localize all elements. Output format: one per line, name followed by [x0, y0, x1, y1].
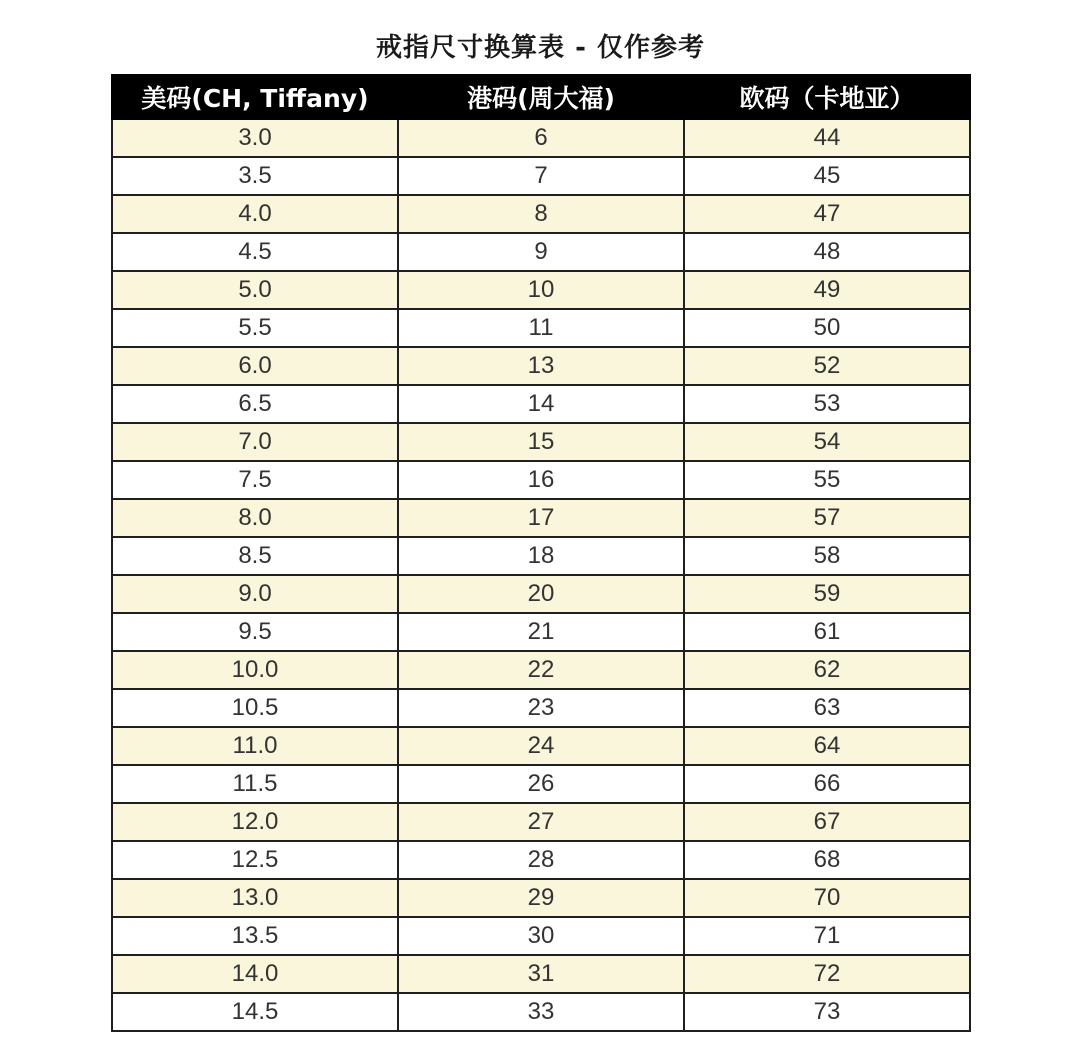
us-size-cell: 7.5: [112, 461, 398, 499]
us-size-cell: 8.5: [112, 537, 398, 575]
hk-size-cell: 29: [398, 879, 684, 917]
hk-size-cell: 33: [398, 993, 684, 1031]
hk-size-cell: 20: [398, 575, 684, 613]
us-size-cell: 7.0: [112, 423, 398, 461]
table-row: [112, 309, 970, 347]
table-row: [112, 195, 970, 233]
table-row: [112, 993, 970, 1031]
eu-size-cell: 67: [684, 803, 970, 841]
hk-size-cell: 27: [398, 803, 684, 841]
table-row: [112, 613, 970, 651]
table-row: [112, 271, 970, 309]
table-row: [112, 689, 970, 727]
hk-size-cell: 31: [398, 955, 684, 993]
hk-size-cell: 28: [398, 841, 684, 879]
table-row: [112, 841, 970, 879]
header-hk-size: 港码(周大福): [398, 75, 684, 119]
eu-size-cell: 54: [684, 423, 970, 461]
hk-size-cell: 10: [398, 271, 684, 309]
table-row: [112, 157, 970, 195]
hk-size-cell: 21: [398, 613, 684, 651]
hk-size-cell: 24: [398, 727, 684, 765]
us-size-cell: 12.0: [112, 803, 398, 841]
us-size-cell: 5.0: [112, 271, 398, 309]
us-size-cell: 13.5: [112, 917, 398, 955]
eu-size-cell: 73: [684, 993, 970, 1031]
hk-size-cell: 15: [398, 423, 684, 461]
us-size-cell: 10.0: [112, 651, 398, 689]
us-size-cell: 9.0: [112, 575, 398, 613]
table-row: [112, 651, 970, 689]
hk-size-cell: 23: [398, 689, 684, 727]
hk-size-cell: 13: [398, 347, 684, 385]
us-size-cell: 6.0: [112, 347, 398, 385]
eu-size-cell: 50: [684, 309, 970, 347]
table-row: [112, 233, 970, 271]
table-row: [112, 765, 970, 803]
table-row: [112, 347, 970, 385]
table-row: [112, 423, 970, 461]
hk-size-cell: 22: [398, 651, 684, 689]
us-size-cell: 5.5: [112, 309, 398, 347]
table-row: [112, 879, 970, 917]
eu-size-cell: 68: [684, 841, 970, 879]
table-row: [112, 575, 970, 613]
hk-size-cell: 26: [398, 765, 684, 803]
us-size-cell: 13.0: [112, 879, 398, 917]
eu-size-cell: 63: [684, 689, 970, 727]
eu-size-cell: 45: [684, 157, 970, 195]
hk-size-cell: 30: [398, 917, 684, 955]
header-eu-size: 欧码（卡地亚）: [684, 75, 970, 119]
hk-size-cell: 17: [398, 499, 684, 537]
us-size-cell: 9.5: [112, 613, 398, 651]
page-title: 戒指尺寸换算表 - 仅作参考: [376, 33, 705, 63]
eu-size-cell: 49: [684, 271, 970, 309]
hk-size-cell: 11: [398, 309, 684, 347]
hk-size-cell: 14: [398, 385, 684, 423]
eu-size-cell: 64: [684, 727, 970, 765]
eu-size-cell: 58: [684, 537, 970, 575]
eu-size-cell: 44: [684, 119, 970, 157]
ring-size-table: [111, 74, 971, 1032]
table-header-row: [112, 75, 970, 119]
table-body: [112, 119, 970, 1031]
table-row: [112, 499, 970, 537]
hk-size-cell: 9: [398, 233, 684, 271]
hk-size-cell: 18: [398, 537, 684, 575]
eu-size-cell: 47: [684, 195, 970, 233]
eu-size-cell: 66: [684, 765, 970, 803]
table-row: [112, 461, 970, 499]
table-row: [112, 803, 970, 841]
hk-size-cell: 8: [398, 195, 684, 233]
us-size-cell: 8.0: [112, 499, 398, 537]
eu-size-cell: 62: [684, 651, 970, 689]
eu-size-cell: 53: [684, 385, 970, 423]
eu-size-cell: 70: [684, 879, 970, 917]
us-size-cell: 11.5: [112, 765, 398, 803]
table-row: [112, 385, 970, 423]
table-row: [112, 727, 970, 765]
eu-size-cell: 57: [684, 499, 970, 537]
hk-size-cell: 16: [398, 461, 684, 499]
us-size-cell: 4.0: [112, 195, 398, 233]
eu-size-cell: 55: [684, 461, 970, 499]
hk-size-cell: 6: [398, 119, 684, 157]
eu-size-cell: 52: [684, 347, 970, 385]
us-size-cell: 4.5: [112, 233, 398, 271]
header-us-size: 美码(CH, Tiffany): [112, 75, 398, 119]
table-row: [112, 119, 970, 157]
eu-size-cell: 72: [684, 955, 970, 993]
table-row: [112, 537, 970, 575]
eu-size-cell: 59: [684, 575, 970, 613]
us-size-cell: 12.5: [112, 841, 398, 879]
eu-size-cell: 48: [684, 233, 970, 271]
us-size-cell: 6.5: [112, 385, 398, 423]
table-row: [112, 917, 970, 955]
us-size-cell: 10.5: [112, 689, 398, 727]
table-row: [112, 955, 970, 993]
us-size-cell: 14.0: [112, 955, 398, 993]
us-size-cell: 11.0: [112, 727, 398, 765]
us-size-cell: 3.5: [112, 157, 398, 195]
us-size-cell: 14.5: [112, 993, 398, 1031]
eu-size-cell: 61: [684, 613, 970, 651]
us-size-cell: 3.0: [112, 119, 398, 157]
hk-size-cell: 7: [398, 157, 684, 195]
eu-size-cell: 71: [684, 917, 970, 955]
